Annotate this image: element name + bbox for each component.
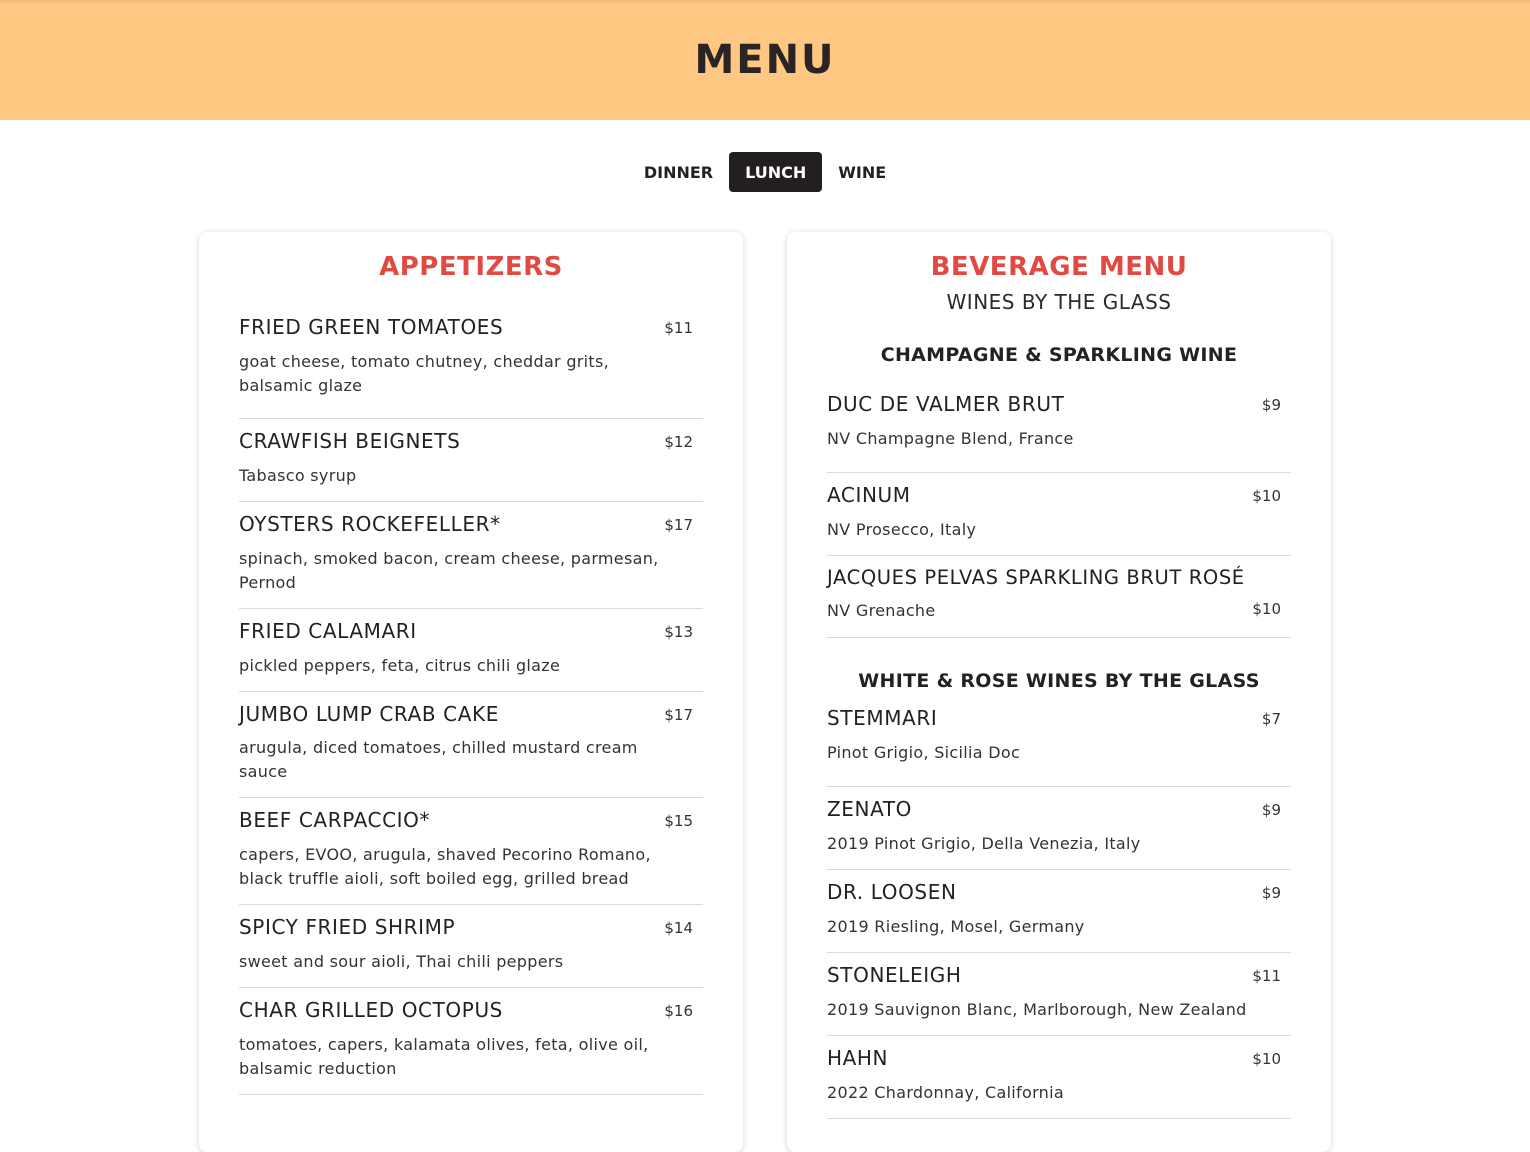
item-description: arugula, diced tomatoes, chilled mustard cream sauce: [239, 738, 638, 781]
item-price: $15: [664, 812, 693, 830]
item-price: $11: [664, 319, 693, 337]
item-price: $10: [1252, 1050, 1281, 1068]
item-description: tomatoes, capers, kalamata olives, feta, olive oil, balsamic reduction: [239, 1035, 649, 1078]
item-name: ACINUM: [827, 483, 911, 507]
list-item: [239, 312, 703, 419]
item-description: Pinot Grigio, Sicilia Doc: [827, 743, 1021, 762]
item-name: DR. LOOSEN: [827, 880, 957, 904]
page-title: MENU: [694, 37, 836, 83]
item-description: 2019 Pinot Grigio, Della Venezia, Italy: [827, 834, 1141, 853]
tab-lunch[interactable]: LUNCH: [729, 152, 822, 192]
appetizers-title: APPETIZERS: [379, 252, 563, 282]
item-price: $9: [1261, 801, 1281, 819]
item-price: $17: [664, 706, 693, 724]
item-description: goat cheese, tomato chutney, cheddar grits, balsamic glaze: [239, 352, 610, 395]
item-price: $13: [664, 623, 693, 641]
tab-dinner[interactable]: DINNER: [643, 162, 714, 182]
item-name: FRIED GREEN TOMATOES: [239, 315, 504, 339]
item-description: 2019 Sauvignon Blanc, Marlborough, New Zealand: [827, 1000, 1247, 1019]
item-description: spinach, smoked bacon, cream cheese, parmesan, Pernod: [239, 549, 659, 592]
list-item: [239, 798, 703, 905]
item-name: SPICY FRIED SHRIMP: [239, 915, 456, 939]
menu-tabs: [0, 152, 1530, 192]
item-description: pickled peppers, feta, citrus chili glaze: [239, 656, 561, 675]
page-header: [0, 0, 1530, 120]
item-price: $11: [1252, 967, 1281, 985]
item-description: capers, EVOO, arugula, shaved Pecorino Romano, black truffle aioli, soft boiled egg, grilled bread: [239, 845, 651, 888]
item-name: CRAWFISH BEIGNETS: [239, 429, 461, 453]
item-price: $9: [1261, 396, 1281, 414]
list-item: [239, 502, 703, 609]
item-price: $16: [664, 1002, 693, 1020]
list-item: [239, 905, 703, 988]
list-item: [239, 419, 703, 502]
item-description: 2019 Riesling, Mosel, Germany: [827, 917, 1085, 936]
item-name: FRIED CALAMARI: [239, 619, 417, 643]
item-price: $10: [1252, 600, 1281, 618]
item-description: NV Prosecco, Italy: [827, 520, 977, 539]
beverage-card: [787, 232, 1331, 1152]
list-item: [827, 953, 1291, 1036]
item-name: BEEF CARPACCIO*: [239, 808, 431, 832]
list-item: [827, 787, 1291, 870]
item-name: OYSTERS ROCKEFELLER*: [239, 512, 501, 536]
item-price: $12: [664, 433, 693, 451]
tab-wine[interactable]: WINE: [838, 162, 887, 182]
item-name: STONELEIGH: [827, 963, 962, 987]
item-name: ZENATO: [827, 797, 912, 821]
list-item: [827, 1036, 1291, 1119]
list-item: [239, 609, 703, 692]
beverage-subtitle: WINES BY THE GLASS: [946, 290, 1172, 314]
item-price: $14: [664, 919, 693, 937]
list-item: [827, 390, 1291, 473]
section-heading-white-rose: WHITE & ROSE WINES BY THE GLASS: [858, 670, 1260, 692]
item-description: Tabasco syrup: [239, 466, 357, 485]
item-name: JUMBO LUMP CRAB CAKE: [239, 702, 499, 726]
beverage-title: BEVERAGE MENU: [930, 252, 1188, 282]
item-name: STEMMARI: [827, 706, 938, 730]
item-description: 2022 Chardonnay, California: [827, 1083, 1064, 1102]
item-price: $7: [1261, 710, 1281, 728]
item-description: sweet and sour aioli, Thai chili peppers: [239, 952, 564, 971]
list-item: [827, 473, 1291, 556]
item-name: CHAR GRILLED OCTOPUS: [239, 998, 503, 1022]
item-description: NV Grenache: [827, 601, 936, 620]
list-item: [827, 556, 1291, 638]
appetizers-card: [199, 232, 743, 1152]
item-name: HAHN: [827, 1046, 889, 1070]
item-price: $17: [664, 516, 693, 534]
item-description: NV Champagne Blend, France: [827, 429, 1074, 448]
list-item: [239, 988, 703, 1095]
list-item: [827, 870, 1291, 953]
list-item: [239, 692, 703, 798]
item-name: JACQUES PELVAS SPARKLING BRUT ROSÉ: [827, 566, 1245, 589]
item-name: DUC DE VALMER BRUT: [827, 392, 1065, 416]
item-price: $10: [1252, 487, 1281, 505]
item-price: $9: [1261, 884, 1281, 902]
section-heading-sparkling: CHAMPAGNE & SPARKLING WINE: [880, 344, 1238, 366]
list-item: [827, 704, 1291, 787]
